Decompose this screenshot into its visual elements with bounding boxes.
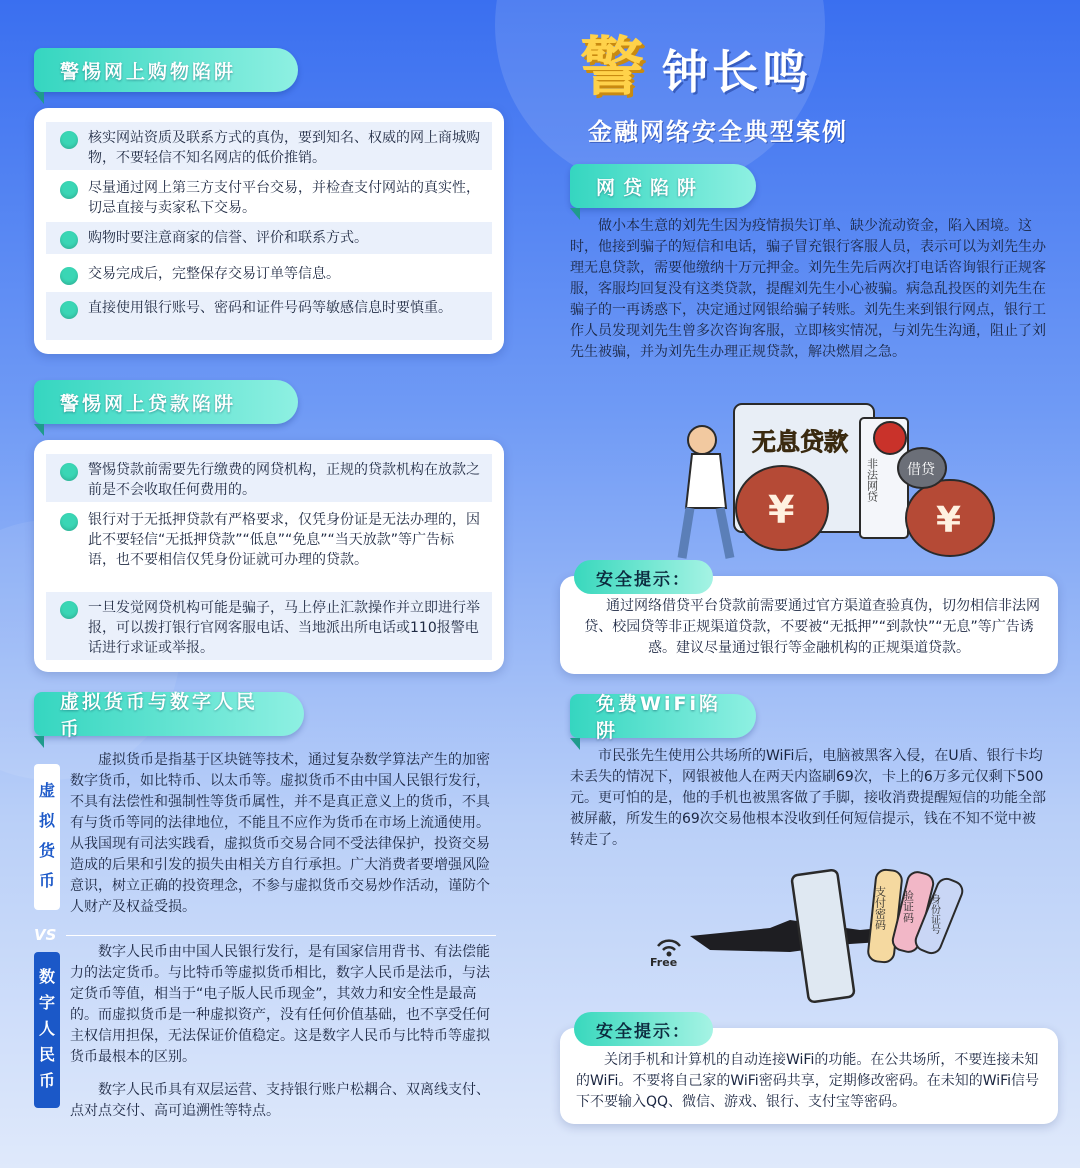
section-tag-shopping (34, 48, 298, 92)
list-item-text: 购物时要注意商家的信誉、评价和联系方式。 (88, 230, 368, 246)
side-text: 非法网贷 (865, 458, 879, 502)
devil-head (874, 422, 906, 454)
section-tag-label: 网贷陷阱 (596, 176, 705, 199)
list-item (46, 172, 492, 220)
bullet-dot-icon (60, 463, 78, 481)
phone-frame (791, 869, 854, 1002)
bag-text: 借贷 (907, 462, 935, 478)
bullet-dot-icon (60, 301, 78, 319)
list-item-text: 核实网站资质及联系方式的真伪，要到知名、权威的网上商城购物，不要轻信不知名网店的低价推销。 (88, 130, 480, 166)
netloan-illustration (660, 398, 1040, 573)
bullet-dot-icon (60, 231, 78, 249)
list-item (46, 504, 492, 590)
bullet-dot-icon (60, 513, 78, 531)
label-virtual-currency: 虚拟货币 (34, 764, 60, 910)
person-body (686, 454, 726, 508)
info-card-code-text: 验证码 (901, 890, 915, 923)
info-card-id-text: 身份证号 (928, 894, 940, 934)
list-item (46, 222, 492, 254)
digital-rmb-features: 数字人民币具有双层运营、支持银行账户松耦合、双离线支付、点对点交付、高可追溯性等特点。 (70, 1082, 490, 1119)
wifi-signal-icon (658, 941, 680, 950)
vs-label: VS (34, 926, 57, 944)
page-subtitle: 金融网络安全典型案例 (588, 118, 848, 146)
title-highlight-char: 警 (580, 31, 646, 105)
yen-symbol: ¥ (936, 500, 962, 541)
list-item-text: 银行对于无抵押贷款有严格要求，仅凭身份证是无法办理的，因此不要轻信“无抵押贷款”“低息”“免息”“当天放款”等广告标语，也不要相信仅凭身份证就可办理的贷款。 (88, 512, 480, 568)
tip-badge: 安全提示： (574, 1012, 713, 1046)
section-tag-label: 免费WiFi陷阱 (596, 693, 721, 742)
loan-card (34, 440, 504, 672)
bullet-dot-icon (60, 181, 78, 199)
list-item (46, 454, 492, 502)
section-tag-label: 虚拟货币与数字人民币 (60, 691, 259, 740)
free-text: Free (650, 956, 678, 969)
page-title: 钟长鸣 (662, 45, 812, 99)
list-item (46, 292, 492, 340)
divider (66, 935, 496, 936)
list-item (46, 258, 492, 290)
list-item-text: 警惕贷款前需要先行缴费的网贷机构，正规的贷款机构在放款之前是不会收取任何费用的。 (88, 462, 480, 498)
person-head (688, 426, 716, 454)
list-item-text: 一旦发觉网贷机构可能是骗子，马上停止汇款操作并立即进行举报，可以拨打银行官网客服电话、当地派出所电话或110报警电话进行求证或举报。 (88, 600, 480, 656)
section-tag-currency (34, 691, 304, 740)
section-tag-wifi (570, 693, 756, 742)
bullet-dot-icon (60, 601, 78, 619)
bullet-dot-icon (60, 131, 78, 149)
list-item-text: 直接使用银行账号、密码和证件号码等敏感信息时要慎重。 (88, 300, 452, 316)
section-tag-loan (34, 380, 298, 424)
tip-text: 关闭手机和计算机的自动连接WiFi的功能。在公共场所，不要连接未知的WiFi。不要将自己家的WiFi密码共享，定期修改密码。在未知的WiFi信号下不要输入QQ、微信、游戏、银行、支付宝等密码。 (576, 1052, 1040, 1110)
tip-text: 通过网络借贷平台贷款前需要通过官方渠道查验真伪，切勿相信非法网贷、校园贷等非正规渠道贷款，不要被“无抵押”“到款快”“无息”等广告诱惑。建议尽量通过银行等金融机构的正规渠道贷款。 (584, 598, 1040, 656)
list-item-text: 交易完成后，完整保存交易订单等信息。 (88, 266, 340, 282)
shopping-card (34, 108, 504, 354)
person-legs (682, 508, 730, 558)
virtual-currency-text: 虚拟货币是指基于区块链等技术，通过复杂数学算法产生的加密数字货币，如比特币、以太币等。虚拟货币不由中国人民银行发行，不具有法偿性和强制性等货币属性，并不是真正意义上的货币，不具有与货币等同的法律地位，不能且不应作为货币在市场上流通使用。从我国现有司法实践看，虚拟货币交易合同不受法律保护，投资交易造成的后果和引发的损失由相关方自行承担。广大消费者要增强风险意识，树立正确的投资理念，不参与虚拟货币交易炒作活动，谨防个人财产及权益受损。 (70, 752, 490, 915)
netloan-case-text: 做小本生意的刘先生因为疫情损失订单、缺少流动资金，陷入困境。这时，他接到骗子的短信和电话，骗子冒充银行客服人员，表示可以为刘先生办理无息贷款，需要他缴纳十万元押金。刘先生先后两次打电话咨询银行正规客服，客服均回复没有这类贷款，提醒刘先生小心被骗。病急乱投医的刘先生在骗子的一再诱惑下，决定通过网银给骗子转账。刘先生来到银行网点，银行工作人员发现刘先生曾多次咨询客服，立即核实情况，与刘先生沟通，阻止了刘先生被骗，并为刘先生办理正规贷款，解决燃眉之急。 (570, 218, 1046, 360)
section-tag-label: 警惕网上购物陷阱 (60, 60, 237, 83)
label-digital-rmb: 数字人民币 (34, 952, 60, 1108)
yen-symbol: ¥ (768, 488, 795, 532)
tip-badge: 安全提示： (574, 560, 713, 594)
bullet-dot-icon (60, 267, 78, 285)
section-tag-label: 警惕网上贷款陷阱 (60, 392, 237, 415)
wifi-illustration (650, 866, 980, 1014)
list-item-text: 尽量通过网上第三方支付平台交易，并检查支付网站的真实性，切忌直接与卖家私下交易。 (88, 180, 480, 216)
list-item (46, 122, 492, 170)
section-tag-netloan (570, 164, 756, 208)
sign-text: 无息贷款 (752, 428, 848, 456)
info-card-pay-text: 支付密码 (873, 886, 887, 930)
list-item (46, 592, 492, 660)
wifi-case-text: 市民张先生使用公共场所的WiFi后，电脑被黑客入侵，在U盾、银行卡均未丢失的情况下，网银被他人在两天内盗刷69次，卡上的6万多元仅剩下500元。更可怕的是，他的手机也被黑客做了手脚，接收消费提醒短信的功能全部被屏蔽，所发生的69次交易他根本没收到任何短信提示，钱在不知不觉中被转走了。 (570, 748, 1046, 848)
digital-rmb-text: 数字人民币由中国人民银行发行，是有国家信用背书、有法偿能力的法定货币。与比特币等虚拟货币相比，数字人民币是法币，与法定货币等值，相当于“电子版人民币现金”，其效力和安全性是最高的。而虚拟货币是一种虚拟资产，没有任何价值基础，也不享受任何主权信用担保，无法保证价值稳定。这是数字人民币与比特币等虚拟货币最根本的区别。 (70, 944, 490, 1065)
